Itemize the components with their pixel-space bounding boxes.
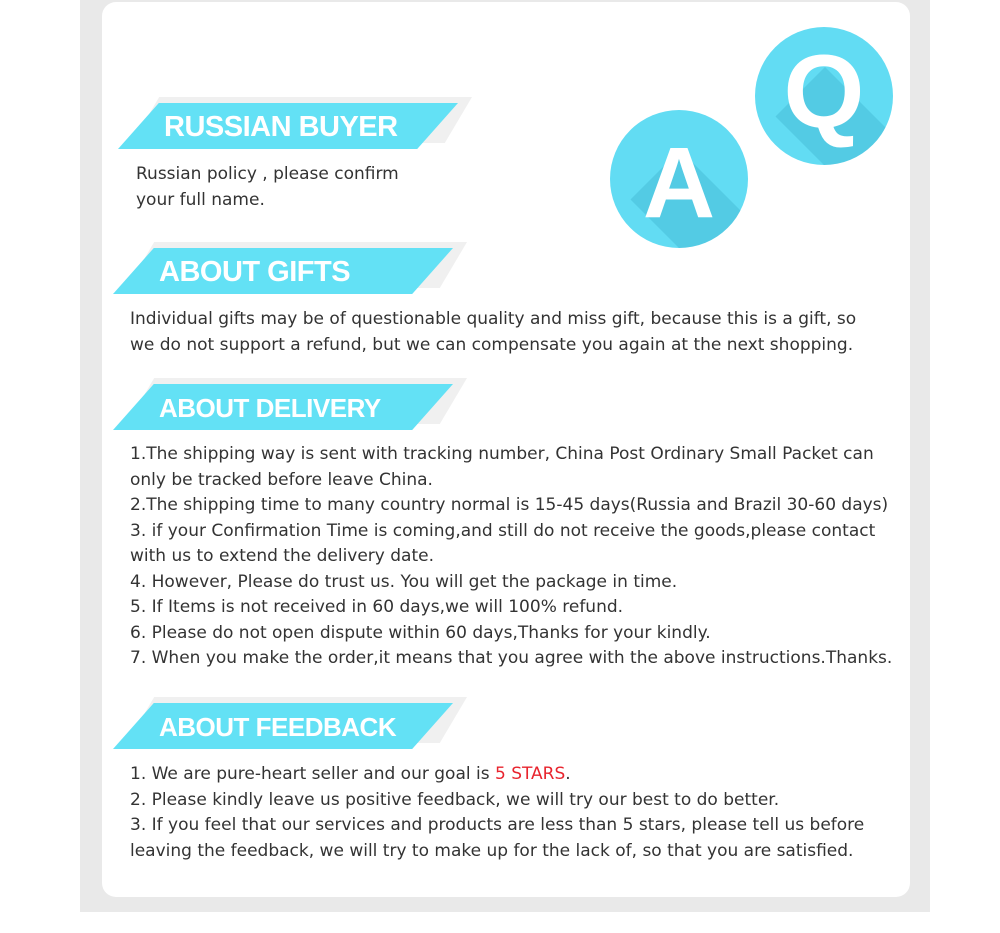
section-title: ABOUT FEEDBACK xyxy=(159,712,397,742)
section-banner-gifts xyxy=(113,248,473,296)
a-icon xyxy=(610,110,748,248)
text-line: 6. Please do not open dispute within 60 days,Thanks for your kindly. xyxy=(130,622,711,643)
text-line: we do not support a refund, but we can compensate you again at the next shopping. xyxy=(130,334,854,355)
russian-buyer-text xyxy=(136,162,399,213)
q-icon xyxy=(755,27,893,165)
gifts-text xyxy=(130,307,856,358)
text-line: your full name. xyxy=(136,189,265,210)
section-title: ABOUT DELIVERY xyxy=(159,393,381,423)
a-letter: A xyxy=(642,127,716,239)
q-letter: Q xyxy=(783,34,865,150)
text-line: 3. If you feel that our services and products are less than 5 stars, please tell us before xyxy=(130,815,865,835)
text-line: with us to extend the delivery date. xyxy=(130,546,434,566)
text-line: 7. When you make the order,it means that you agree with the above instructions.Thanks. xyxy=(130,648,893,668)
text-line: 5. If Items is not received in 60 days,we will 100% refund. xyxy=(130,597,624,617)
text-line: Russian policy , please confirm xyxy=(136,164,399,184)
text-line xyxy=(130,762,864,788)
section-banner-feedback xyxy=(113,703,473,751)
section-title: ABOUT GIFTS xyxy=(159,256,351,288)
feedback-line1-prefix: 1. We are pure-heart seller and our goal is xyxy=(130,764,495,784)
text-line: 4. However, Please do trust us. You will get the package in time. xyxy=(130,571,678,592)
five-stars-highlight: 5 STARS xyxy=(494,764,566,784)
section-title: RUSSIAN BUYER xyxy=(164,111,398,143)
feedback-text xyxy=(130,762,864,864)
section-banner-russian-buyer xyxy=(118,103,478,151)
text-line: leaving the feedback, we will try to make up for the lack of, so that you are satisfied. xyxy=(130,840,854,861)
delivery-text xyxy=(130,442,892,672)
feedback-line1-suffix: . xyxy=(565,764,571,784)
text-line: only be tracked before leave China. xyxy=(130,469,433,490)
text-line: 3. if your Confirmation Time is coming,and still do not receive the goods,please contact xyxy=(130,520,876,541)
section-banner-delivery xyxy=(113,384,473,432)
text-line: 1.The shipping way is sent with tracking number, China Post Ordinary Small Packet can xyxy=(130,444,874,464)
text-line: Individual gifts may be of questionable quality and miss gift, because this is a gift, so xyxy=(130,309,857,329)
text-line: 2. Please kindly leave us positive feedback, we will try our best to do better. xyxy=(130,789,780,810)
text-line: 2.The shipping time to many country normal is 15-45 days(Russia and Brazil 30-60 days) xyxy=(130,495,889,515)
